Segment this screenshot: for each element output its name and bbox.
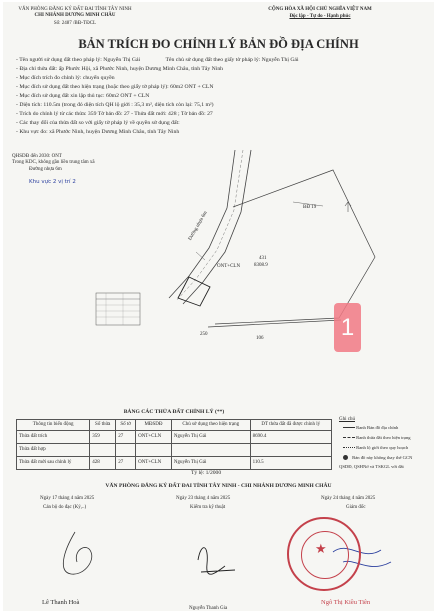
table-cell: 27 [116,457,136,470]
legend-item: QSDĐ, QSHNở và TSKGL với đất [339,464,404,469]
area-line: - Diện tích: 110.5m (trong đó diện tích QH lộ giới : 35,3 m², diện tích còn lại: 75,1 m²) [16,102,214,108]
branch-name: CHI NHÁNH DƯƠNG MINH CHÂU [34,13,116,18]
surveyor-name: Lê Thanh Hoà [42,599,80,606]
apply-use-line: - Mục đích sử dụng đất xin lập thủ tục: 60m2 ONT + CLN [16,93,150,99]
parcel-boundary [215,170,375,324]
nation-title: CỘNG HÒA XÃ HỘI CHỦ NGHĨA VIỆT NAM [268,7,372,12]
north-arrow [345,202,351,212]
legend-item: Ranh thửa đất theo hiện trạng [343,435,411,440]
road-note: Đường nhựa 6m [29,167,62,172]
nation-motto: Độc lập - Tự do - Hạnh phúc [289,14,351,19]
table-cell: 27 [116,431,136,444]
change-line: - Các thay đổi của thửa đất so với giấy tờ pháp lý về quyền sử dụng đất: [16,120,180,126]
address-line: - Địa chỉ thửa đất: ấp Phước Hội, xã Phước Ninh, huyện Dương Minh Châu, tỉnh Tây Ninh [16,66,224,72]
reference-line: - Trích do chỉnh lý từ các thửa: 359 Tờ bản đồ: 27 - Thửa đất mới: 428 ; Tờ bản đồ: 27 [16,111,213,117]
table-cell: 428 [90,457,116,470]
legend-title: Ghi chú [339,417,355,422]
parcel-area: 8308.9 [254,263,268,268]
table-row [17,457,332,470]
table-cell: Thửa đất trích [17,431,90,444]
table-row [17,444,332,457]
residential-note: Trong KDC, không gần liền trung tâm xã [12,160,95,165]
legend-item: Ranh lộ giới theo quy hoạch [343,445,408,450]
column-header: Số tờ [116,420,136,431]
column-header: Chủ sở dụng theo hiện trạng [171,420,250,431]
page-title: BẢN TRÍCH ĐO CHỈNH LÝ BẢN ĐỒ ĐỊA CHÍNH [78,37,359,51]
agency-name: VĂN PHÒNG ĐĂNG KÝ ĐẤT ĐAI TỈNH TÂY NINH [18,7,132,12]
table-cell: 8690.4 [250,431,331,444]
signature-surveyor [63,532,91,574]
director-name: Ngô Thị Kiều Tiên [321,599,371,606]
dot-icon [343,455,348,460]
scale-label: Tỷ lệ: 1/2000 [191,470,222,476]
signatures [3,522,434,602]
table-cell: 110.5 [250,457,331,470]
owner-line: - Tên người sử dụng đất theo pháp lý: Nguyễn Thị Gái Tên chủ sử dụng đất theo giấy tờ pháp lý: Nguyễn Thị Gái [16,57,299,63]
inspection-date: Ngày 23 tháng 4 năm 2025 [176,496,231,501]
table-cell: Nguyễn Thị Gái [171,431,250,444]
zone-note: Khu vực 2 vị trí 2 [29,179,76,185]
table-cell: ONT+CLN [136,457,172,470]
column-header: DT thửa đất đã được chỉnh lý [250,420,331,431]
parcel-table [16,419,332,470]
table-cell [171,444,250,457]
dashed-line-icon [343,437,355,438]
table-cell: Thửa đất hợp [17,444,90,457]
table-cell [250,444,331,457]
signature-inspector [198,548,235,575]
cadastral-sketch [3,142,434,372]
table-cell [136,444,172,457]
dotted-line-icon [343,447,355,448]
table-cell [90,444,116,457]
planning-note: QHSDĐ đến 2030: ONT [12,154,62,159]
purpose-line: - Mục đích trích đo chỉnh lý: chuyển quyền [16,75,115,81]
column-header: Số thửa [90,420,116,431]
table-row [17,431,332,444]
neighbor-lot-106: 106 [256,336,264,341]
region-line: - Khu vực đo: xã Phước Ninh, huyện Dương Minh Châu, tỉnh Tây Ninh [16,129,180,135]
document-number: Số: 2487 /BĐ-TĐCL [53,21,97,26]
inspector-role: Kiểm tra kỹ thuật [190,505,226,510]
column-header: MĐSDĐ [136,420,172,431]
director-date: Ngày 24 tháng 4 năm 2025 [321,496,376,501]
column-header: Thông tin biến động [17,420,90,431]
surveyor-role: Cán bộ do đạc (Ký,..) [43,505,87,510]
star-icon: ★ [315,541,327,556]
parcel-land-code: ONT+CLN [217,264,241,269]
coordinate-table [96,293,140,325]
legend-item: Ranh Bản đồ địa chính [343,425,398,430]
road-edge-right [183,150,251,304]
director-role: Giám đốc [346,505,366,510]
solid-line-icon [343,427,355,428]
parcel-number: 431 [259,256,267,261]
current-use-line: - Mục đích sử dụng đất theo hiện trạng (hoặc theo giấy tờ pháp lý): 60m2 ONT + CLN [16,84,214,90]
legend-item: Bản đồ này không thay thế GCN [343,455,412,460]
official-seal [287,517,361,591]
table-cell: Nguyễn Thị Gái [171,457,250,470]
footer-office: VĂN PHÒNG ĐĂNG KÝ ĐẤT ĐAI TỈNH TÂY NINH - CHI NHÁNH DƯƠNG MINH CHÂU [105,483,332,489]
document-page [3,2,434,611]
table-header-row [17,420,332,431]
table-cell [116,444,136,457]
neighbor-lot-250: 250 [200,332,208,337]
table-cell: 359 [90,431,116,444]
map-sheet-label: BĐ 19 [303,205,317,210]
page-badge: 1 [334,303,361,352]
survey-date: Ngày 17 tháng 4 năm 2025 [40,496,95,501]
road-label: Đường nhựa 6m [188,210,209,242]
parcel-table-title: BẢNG CÁC THỬA ĐẤT CHỈNH LÝ (**) [123,409,225,415]
inspector-name: Nguyễn Thanh Gia [189,606,228,611]
table-cell: ONT+CLN [136,431,172,444]
table-cell: Thửa đất mới sau chỉnh lý [17,457,90,470]
road-centerline [176,150,243,301]
